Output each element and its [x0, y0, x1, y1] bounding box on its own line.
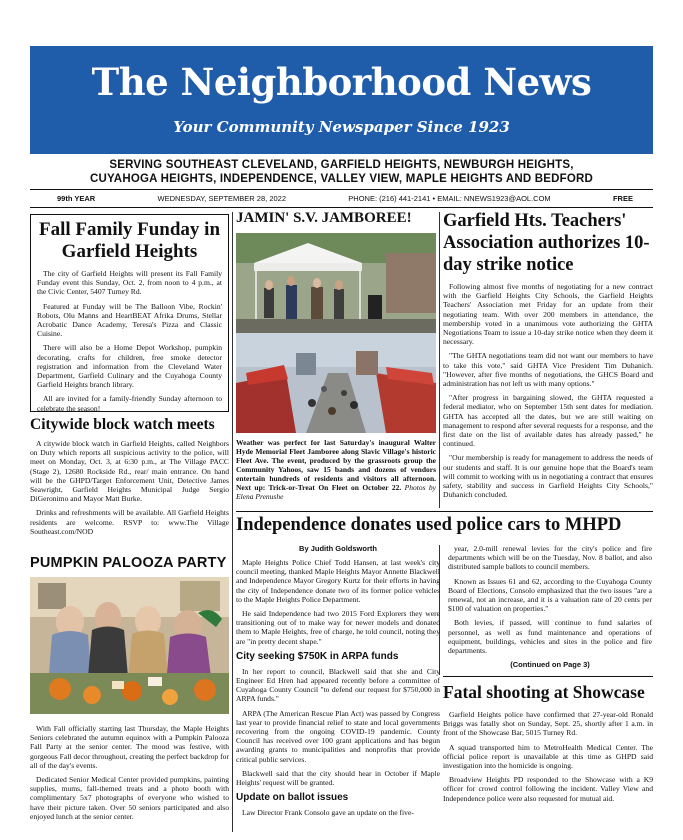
paragraph: ARPA (The American Rescue Plan Act) was passed by Congress last year to provide financial relief to state and local governments recovering from the ongoing COVID-19 pandemic. County Council has received over 100 grant applications and has begun awarding grants to municipalities and nonprofits that provide critical public services. — [236, 708, 440, 764]
paragraph: Maple Heights Police Chief Todd Hansen, at last week's city council meeting, thanked Maple Heights Mayor Annette Blackwell and Independence Mayor Gregory Kurtz for their efforts in having the city of Independence donate two of its former police vehicles to the Maple Heights Police Department. — [236, 558, 440, 604]
paragraph: Following almost five months of negotiating for a new contract with the Garfield Heights City Schools, the Garfield Heights Teachers' Association met Friday for an update from their negotiating team. With over 200 members in attendance, the membership voted in a unanimous vote authorizing the GHTA Negotiations Team to issue a 10-day strike notice when they deem it necessary. — [443, 282, 653, 347]
paragraph: All are invited for a family-friendly Sunday afternoon to celebrate the season! — [37, 394, 222, 413]
caption-text: Weather was perfect for last Saturday's inaugural Walter Hyde Memorial Fleet Jamboree along Slavic Village's historic Fleet Ave. The event, produced by the grassroots group the Community Yahoos, saw 15 bands and dozens of vendors entertain hundreds of residents and visitors all afternoon. Next up: Trick-or-Treat On Fleet on October 22. — [236, 438, 436, 492]
article-fall-funday — [30, 214, 229, 412]
paragraph: Blackwell said that the city should hear in October if Maple Heights' request will be granted. — [236, 768, 440, 788]
newspaper-tagline: Your Community Newspaper Since 1923 — [173, 118, 510, 136]
column-rule — [232, 212, 233, 832]
headline: JAMIN' S.V. JAMBOREE! — [236, 210, 412, 226]
subheadline: Update on ballot issues — [236, 792, 349, 804]
headline: Fall Family Funday in Garfield Heights — [38, 219, 221, 262]
headline: Independence donates used police cars to MHPD — [236, 515, 622, 535]
paragraph: Featured at Funday will be The Balloon Vibe, Rockin' Robots, Olu Manns and HeartBEAT Afrika Drums, Stellar Acrobatic Dance Academy, Teresa's Pizza and Classic Cuisine. — [37, 301, 222, 339]
paragraph: "The GHTA negotiations team did not want our members to have to take this vote," said GHTA Vice President Tim Duhanich. "However, after five months of negotiations, the GHCS Board and administration has not left us with many options." — [443, 351, 653, 389]
headline: Garfield Hts. Teachers' Association authorizes 10-day strike notice — [443, 211, 650, 275]
coverage-line-1: SERVING SOUTHEAST CLEVELAND, GARFIELD HEIGHTS, NEWBURGH HEIGHTS, — [109, 159, 574, 171]
column-rule — [439, 212, 440, 508]
paragraph: There will also be a Home Depot Workshop, pumpkin decorating, crafts for children, free smoke detector registration and information from the Cleveland Water Department, Garfield Culinary and the Cuyahoga County Garfield Heights branch library. — [37, 343, 222, 390]
paragraph: In her report to council, Blackwell said that she and City Engineer Ed Hren had appeared recently before a committee of Cuyahoga County Council "to defend our request for $750,000 in ARPA funds." — [236, 666, 440, 704]
price: FREE — [612, 194, 633, 203]
headline: Citywide block watch meets — [30, 416, 215, 433]
headline: Fatal shooting at Showcase — [443, 682, 645, 702]
article-column-1 — [236, 544, 440, 822]
paragraph: Known as Issues 61 and 62, according to the Cuyahoga County Board of Elections, Consolo emphasized that the two issues "are a renewal, not an increase, and it is a valuation rate of 20 cents per $100 of valuation on properties." — [448, 576, 652, 614]
paragraph: Drinks and refreshments will be available. All Garfield Heights residents are welcome. RSVP to: www.The Village Southeast.com/NOD — [30, 508, 229, 536]
issue-date: WEDNESDAY, SEPTEMBER 28, 2022 — [157, 194, 287, 203]
article-jamboree — [236, 210, 436, 501]
subheadline: City seeking $750K in ARPA funds — [236, 650, 399, 662]
paragraph: Both levies, if passed, will continue to fund salaries of personnel, as well as fund maintenance and operations of equipment, buildings, vehicles and sites in the police and fire departments. — [448, 618, 652, 656]
edition-year: 99th YEAR — [57, 194, 96, 203]
headline: PUMPKIN PALOOZA PARTY — [30, 555, 227, 571]
article-block-watch — [30, 416, 229, 541]
photo-caption — [236, 438, 436, 501]
jamboree-photo — [236, 233, 436, 433]
continued-notice[interactable]: (Continued on Page 3) — [510, 660, 590, 670]
paragraph: Broadview Heights PD responded to the Showcase with a K9 officer for crowd control following the incident. Valley View and Independence police were also requested for mutual aid. — [443, 775, 653, 803]
article-fatal-shooting — [443, 676, 653, 808]
photo-credit: Photos by Elena Prenushe — [236, 483, 436, 501]
paragraph: A citywide block watch in Garfield Heights, called Neighbors on Duty which reports all suspicious activity to the police, will meet on Monday, Oct. 3, at 6:30 p.m., at The Village PACC (Stage 2), 12680 Rockside Rd., rear/ main entrance. On hand will be the GHPD/Target Enforcement Unit, Detective James Seawright, Garfield Heights Municipal Judge Sergio DiGeronimo and Mayor Matt Burke. — [30, 439, 229, 504]
coverage-line-2: CUYAHOGA HEIGHTS, INDEPENDENCE, VALLEY VIEW, MAPLE HEIGHTS AND BEDFORD — [89, 173, 593, 185]
paragraph: "Our membership is ready for management to address the needs of our students and staff. It is our genuine hope that the Board's team will commit to working with us in negotiating a contract that ensures safety, stability and success in Garfield Heights City Schools," Duhanich concluded. — [443, 453, 653, 500]
paragraph: Law Director Frank Consolo gave an update on the five- — [242, 808, 414, 818]
paragraph: Garfield Heights police have confirmed that 27-year-old Ronald Briggs was fatally shot on Sunday, Sept. 25, shortly after 1 a.m. in front of the Showcase Bar, 5015 Turney Rd. — [443, 710, 653, 738]
masthead — [30, 46, 653, 154]
dateline — [30, 189, 653, 208]
paragraph: "After progress in bargaining slowed, the GHTA requested a federal mediator, who on September 15th sent dates for mediation. GHTA has accepted all the dates, but we are still waiting on management to respond after several requests for a response, and the first date on the list of available dates has already passed," he continued. — [443, 393, 653, 449]
newspaper-title: The Neighborhood News — [91, 60, 592, 104]
paragraph: year, 2.0-mill renewal levies for the city's police and fire departments which will be on the Tuesday, Nov. 8 ballot, and also distributed sample ballots to council members. — [448, 544, 652, 572]
paragraph: The city of Garfield Heights will present its Fall Family Funday event this Sunday, Oct. 2, from noon to 4 p.m., at the Civic Center, 5407 Turney Rd. — [37, 269, 222, 297]
section-rule — [236, 511, 653, 512]
article-pumpkin-palooza — [30, 555, 229, 826]
paragraph: A squad transported him to MetroHealth Medical Center. The official police report is unavailable at this time as GHPD said investigation into the homicide is ongoing. — [443, 742, 653, 771]
paragraph: He said Independence had two 2015 Ford Explorers they were transitioning out of to make way for newer models and donated them to Maple Heights, free of charge, he told council, noting they are "in pretty decent shape." — [236, 609, 440, 646]
byline: By Judith Goldsworth — [299, 544, 377, 553]
paragraph: With Fall officially starting last Thursday, the Maple Heights Seniors celebrated the autumn equinox with a Pumpkin Palooza Fall Party at the senior center. The mood was festive, with gorgeous Fall decor throughout, creating the perfect backdrop for all of the day's events. — [30, 724, 229, 770]
contact-info: PHONE: (216) 441-2141 • EMAIL: NNEWS1923@AOL.COM — [348, 194, 551, 203]
coverage-area — [30, 158, 653, 186]
seniors-party-photo — [30, 577, 229, 714]
paragraph: Dedicated Senior Medical Center provided pumpkins, painting supplies, mums, fall-themed treats and a photo booth with complimentary 5x7 photographs of everyone who wished to have their picture taken. Over 50 seniors participated and also enjoyed lunch at the senior center. — [30, 775, 229, 821]
article-teachers-strike — [443, 210, 653, 504]
